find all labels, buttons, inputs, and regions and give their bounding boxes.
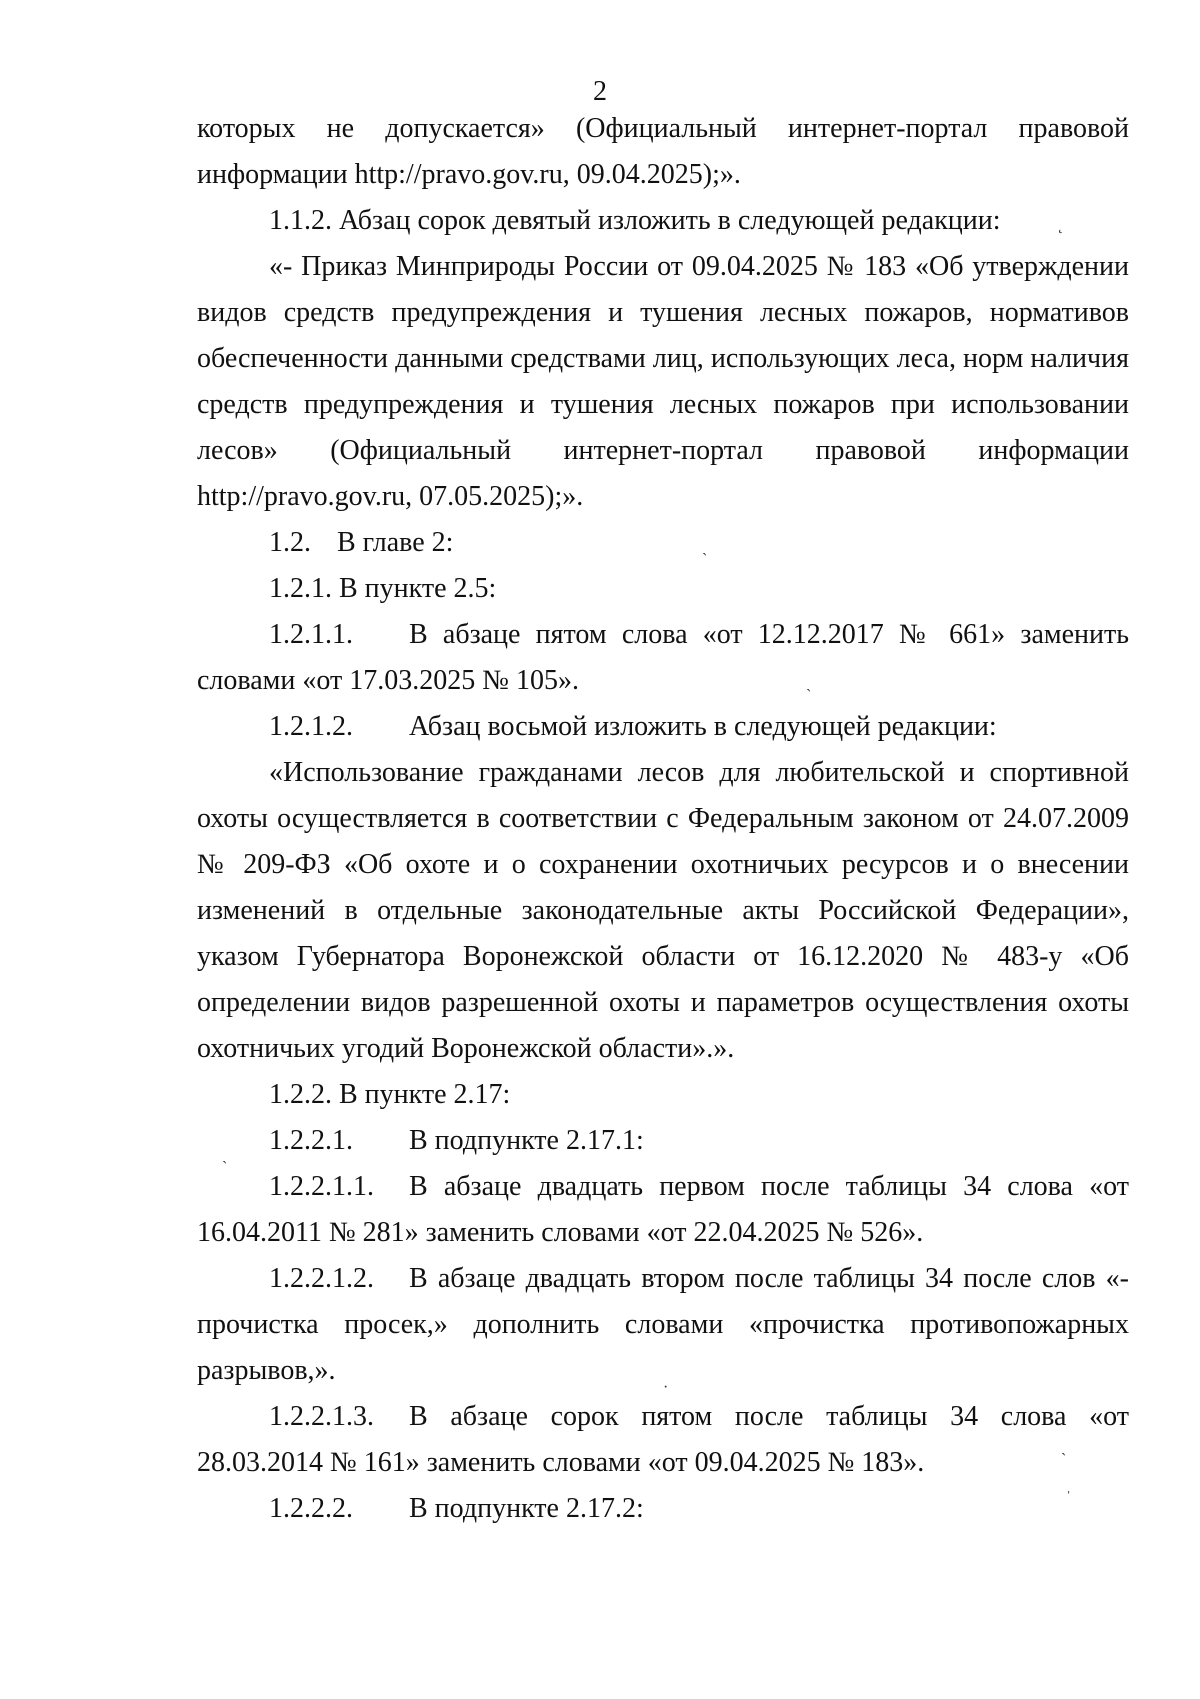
- paragraph-1-2-1-1: [197, 612, 1129, 704]
- document-body: [197, 106, 1129, 1532]
- scan-artifact-mark: ˈ: [1066, 1489, 1072, 1506]
- scan-artifact-mark: ·: [663, 1379, 669, 1396]
- paragraph-number: 1.2.: [269, 527, 311, 558]
- paragraph-number: 1.2.2.1.3.: [269, 1401, 374, 1432]
- paragraph-1-2-2-1: [197, 1118, 1129, 1164]
- paragraph-continuation: которых не допускается» (Официальный интернет-портал правовой информации http://pravo.gov.ru, 09.04.2025);».: [197, 113, 1129, 190]
- scan-artifact-mark: ˏ: [806, 675, 812, 692]
- scan-artifact-mark: ˋ: [1061, 1451, 1067, 1468]
- paragraph-number: 1.2.1.2.: [269, 711, 353, 742]
- paragraph-1-2-2-1-3: [197, 1394, 1129, 1486]
- paragraph-1-2-2-1-1: [197, 1164, 1129, 1256]
- paragraph-text: В абзаце сорок пятом после таблицы 34 слова «от 28.03.2014 № 161» заменить словами «от 09.04.2025 № 183».: [197, 1401, 1129, 1478]
- paragraph-number: 1.2.2.1.1.: [269, 1171, 374, 1202]
- paragraph-text: В главе 2:: [337, 527, 454, 558]
- scan-artifact-mark: ˏ: [702, 539, 708, 556]
- paragraph-order-quote: «- Приказ Минприроды России от 09.04.2025 № 183 «Об утверждении видов средств предупреждения и тушения лесных пожаров, нормативов обеспеченности данными средствами лиц, использующих леса, норм наличия средств предупреждения и тушения лесных пожаров при использовании лесов» (Официальный интернет-портал правовой информации http://pravo.gov.ru, 07.05.2025);».: [197, 251, 1129, 512]
- paragraph-text: В абзаце двадцать втором после таблицы 34 после слов «- прочистка просек,» дополнить словами «прочистка противопожарных разрывов,».: [197, 1263, 1129, 1386]
- scan-artifact-mark: ˏ: [222, 1147, 228, 1164]
- paragraph-1-2-2-2: [197, 1486, 1129, 1532]
- paragraph-1-2-1-2: [197, 704, 1129, 750]
- paragraph-text: В подпункте 2.17.1:: [409, 1125, 644, 1156]
- paragraph-number: 1.2.2.1.2.: [269, 1263, 374, 1294]
- paragraph-1-1-2: 1.1.2. Абзац сорок девятый изложить в следующей редакции:: [269, 205, 1001, 236]
- paragraph-1-2-2: 1.2.2. В пункте 2.17:: [269, 1079, 511, 1110]
- paragraph-text: Абзац восьмой изложить в следующей редакции:: [409, 711, 997, 742]
- paragraph-number: 1.2.1.1.: [269, 619, 353, 650]
- paragraph-1-2: [197, 520, 1129, 566]
- page-number: 2: [593, 76, 607, 107]
- scan-artifact-mark: ˛: [1058, 217, 1064, 234]
- paragraph-text: В абзаце двадцать первом после таблицы 34 слова «от 16.04.2011 № 281» заменить словами «от 22.04.2025 № 526».: [197, 1171, 1129, 1248]
- paragraph-hunting-quote: «Использование гражданами лесов для любительской и спортивной охоты осуществляется в соответствии с Федеральным законом от 24.07.2009 № 209-ФЗ «Об охоте и о сохранении охотничьих ресурсов и о внесении изменений в отдельные законодательные акты Российской Федерации», указом Губернатора Воронежской области от 16.12.2020 № 483-у «Об определении видов разрешенной охоты и параметров осуществления охоты охотничьих угодий Воронежской области».».: [197, 757, 1129, 1064]
- paragraph-number: 1.2.2.1.: [269, 1125, 353, 1156]
- paragraph-text: В абзаце пятом слова «от 12.12.2017 № 661» заменить словами «от 17.03.2025 № 105».: [197, 619, 1129, 696]
- paragraph-number: 1.2.2.2.: [269, 1493, 353, 1524]
- paragraph-1-2-1: 1.2.1. В пункте 2.5:: [269, 573, 497, 604]
- paragraph-text: В подпункте 2.17.2:: [409, 1493, 644, 1524]
- paragraph-1-2-2-1-2: [197, 1256, 1129, 1394]
